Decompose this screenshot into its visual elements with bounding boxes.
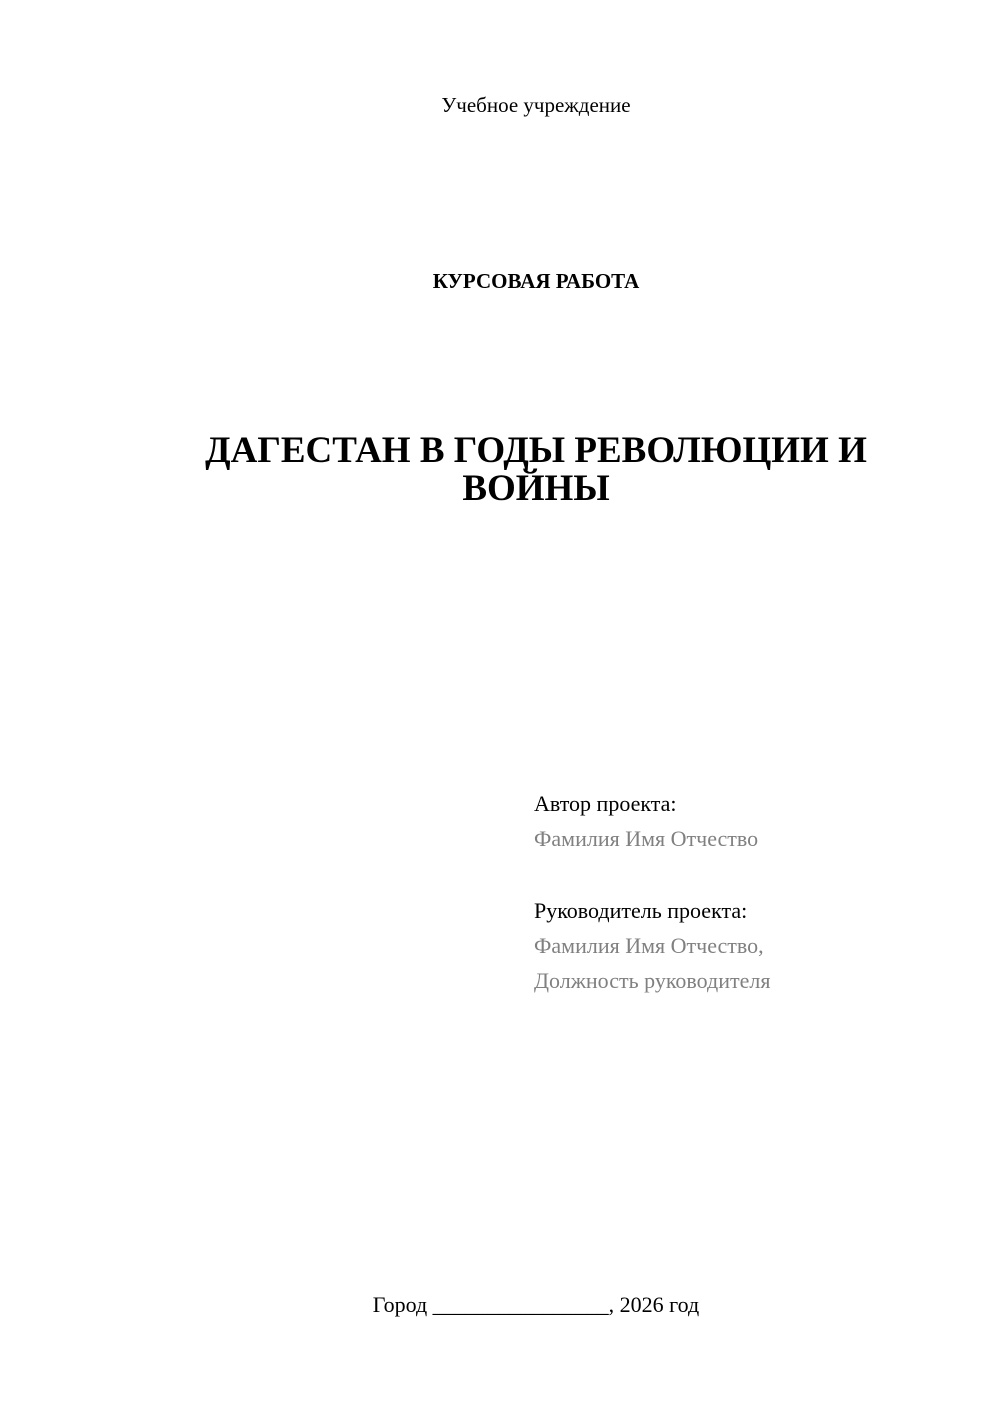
author-name: Фамилия Имя Отчество (534, 826, 759, 851)
supervisor-label: Руководитель проекта: (534, 898, 748, 923)
author-label: Автор проекта: (534, 791, 677, 816)
supervisor-name: Фамилия Имя Отчество, (534, 933, 764, 958)
document-title: ДАГЕСТАН В ГОДЫ РЕВОЛЮЦИИ И ВОЙНЫ (205, 430, 867, 509)
author-block (534, 786, 758, 856)
supervisor-block (534, 893, 770, 998)
work-type-heading: КУРСОВАЯ РАБОТА (432, 269, 640, 293)
supervisor-position: Должность руководителя (534, 968, 771, 993)
institution-name: Учебное учреждение (441, 93, 631, 117)
city-year-line: Город ________________, 2026 год (372, 1292, 700, 1317)
